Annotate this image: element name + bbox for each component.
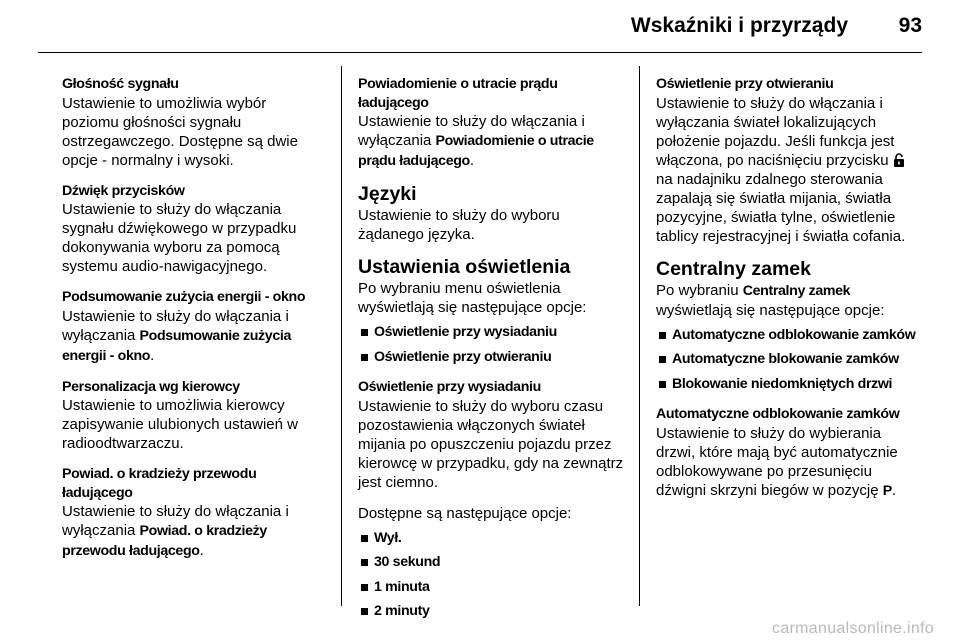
section-auto-unlock bbox=[656, 405, 920, 501]
section-title: Głośność sygnału bbox=[62, 76, 179, 92]
list-item bbox=[358, 348, 626, 367]
section-central-lock bbox=[656, 258, 920, 320]
list-item-label: Automatyczne odblokowanie zamków bbox=[672, 326, 916, 343]
column-divider-1 bbox=[341, 66, 342, 606]
options-intro: Dostępne są następujące opcje: bbox=[358, 504, 572, 522]
column-3 bbox=[656, 75, 920, 513]
page-header-title: Wskaźniki i przyrządy bbox=[630, 14, 848, 37]
section-title: Automatyczne odblokowanie zamków bbox=[656, 406, 900, 422]
section-text-cont: na nadajniku zdalnego sterowania zapalają się światła mijania, światła pozycyjne, światła tylne, oświetlenie tablicy rejestracyjnej i światła cofania. bbox=[656, 170, 906, 245]
section-title: Powiad. o kradzieży przewodu ładującego bbox=[62, 466, 257, 501]
section-text: Ustawienie to umożliwia kierowcy zapisywanie ulubionych ustawień w radioodtwarzaczu. bbox=[62, 397, 298, 452]
section-text: Ustawienie to służy do wybierania drzwi, które mają być automatycznie odblokowywane po przesunięciu dźwigni skrzyni biegów w pozycję bbox=[656, 424, 898, 499]
bullet-icon bbox=[361, 584, 368, 591]
section-charging-loss bbox=[358, 75, 626, 171]
list-item-label: 2 minuty bbox=[374, 603, 430, 619]
header-rule bbox=[38, 52, 922, 53]
section-title: Dźwięk przycisków bbox=[62, 182, 185, 199]
heading-languages: Języki bbox=[358, 183, 417, 205]
section-text: Ustawienie to służy do włączania i wyłączania bbox=[62, 307, 289, 344]
section-title: Podsumowanie zużycia energii - okno bbox=[62, 289, 306, 305]
setting-name: Podsumowanie zużycia energii - okno bbox=[62, 327, 292, 364]
list-item-label: 30 sekund bbox=[374, 554, 441, 570]
bullet-icon bbox=[361, 559, 368, 566]
section-text-end: . bbox=[199, 542, 204, 559]
section-title: Oświetlenie przy otwieraniu bbox=[656, 76, 834, 92]
list-item-label: Automatyczne blokowanie zamków bbox=[672, 351, 899, 367]
heading-central-lock: Centralny zamek bbox=[656, 257, 811, 280]
section-title: Oświetlenie przy wysiadaniu bbox=[358, 379, 541, 395]
heading-lighting: Ustawienia oświetlenia bbox=[358, 256, 571, 278]
section-languages bbox=[358, 183, 626, 244]
unlock-icon bbox=[893, 153, 905, 167]
gear-position: P bbox=[882, 482, 892, 499]
list-item-label: Wył. bbox=[374, 529, 402, 546]
section-text: Ustawienie to służy do włączania i wyłączania bbox=[358, 113, 585, 149]
section-text: Ustawienie to służy do wyboru czasu pozostawienia włączonych świateł mijania po opuszczeniu pojazdu przez kierowcę w przypadku, gdy na zewnątrz jest ciemno. bbox=[358, 397, 624, 491]
list-item bbox=[656, 350, 920, 369]
section-lighting bbox=[358, 256, 626, 317]
section-text: Ustawienie to służy do włączania sygnału dźwiękowego w przypadku dokonywania wyboru za pomocą systemu audio-nawigacyjnego. bbox=[62, 201, 297, 275]
column-divider-2 bbox=[639, 66, 640, 606]
section-title: Powiadomienie o utracie prądu ładującego bbox=[358, 76, 558, 111]
column-1 bbox=[62, 75, 324, 573]
list-item bbox=[358, 529, 626, 548]
bullet-icon bbox=[361, 535, 368, 542]
section-text-end: . bbox=[891, 481, 897, 499]
section-text-end: . bbox=[150, 346, 155, 364]
section-text: Ustawienie to służy do wyboru żądanego języka. bbox=[358, 207, 560, 243]
list-item-label: Blokowanie niedomkniętych drzwi bbox=[672, 375, 893, 392]
list-item bbox=[358, 553, 626, 572]
section-exit-lighting bbox=[358, 378, 626, 492]
bullet-icon bbox=[659, 381, 666, 388]
duration-options-list bbox=[358, 529, 626, 621]
list-item bbox=[358, 578, 626, 597]
section-text: Po wybraniu menu oświetlenia wyświetlają się następujące opcje: bbox=[358, 280, 587, 316]
setting-name: Centralny zamek bbox=[742, 282, 851, 299]
lighting-options-list bbox=[358, 323, 626, 366]
section-energy-summary bbox=[62, 288, 324, 366]
column-2 bbox=[358, 75, 626, 633]
bullet-icon bbox=[361, 354, 368, 361]
section-cable-theft bbox=[62, 465, 324, 561]
list-item bbox=[656, 375, 920, 394]
bullet-icon bbox=[659, 356, 666, 363]
list-item-label: Oświetlenie przy wysiadaniu bbox=[374, 324, 557, 340]
bullet-icon bbox=[659, 332, 666, 339]
section-driver-personalization bbox=[62, 378, 324, 454]
list-item-label: Oświetlenie przy otwieraniu bbox=[374, 348, 552, 365]
section-signal-volume bbox=[62, 75, 324, 170]
watermark: carmanualsonline.info bbox=[772, 620, 934, 637]
bullet-icon bbox=[361, 329, 368, 336]
section-text: Ustawienie to służy do włączania i wyłączania bbox=[62, 503, 289, 539]
section-text-cont: wyświetlają się następujące opcje: bbox=[656, 301, 885, 319]
section-approach-lighting bbox=[656, 75, 920, 246]
setting-name: Powiadomienie o utracie prądu ładującego bbox=[358, 133, 594, 169]
list-item bbox=[358, 602, 626, 621]
section-text: Po wybraniu bbox=[656, 281, 743, 299]
section-text: Ustawienie to umożliwia wybór poziomu głośności sygnału ostrzegawczego. Dostępne są dwie opcje - normalny i wysoki. bbox=[62, 94, 298, 169]
list-item bbox=[358, 323, 626, 342]
list-item bbox=[656, 326, 920, 345]
section-text: Ustawienie to służy do włączania i wyłączania świateł lokalizujących położenie pojazdu. Jeśli funkcja jest włączona, po naciśnięciu przycisku bbox=[656, 94, 895, 169]
bullet-icon bbox=[361, 608, 368, 615]
setting-name: Powiad. o kradzieży przewodu ładującego bbox=[62, 523, 267, 559]
page-number: 93 bbox=[898, 14, 922, 37]
section-title: Personalizacja wg kierowcy bbox=[62, 378, 240, 395]
section-button-sound bbox=[62, 182, 324, 277]
lock-options-list bbox=[656, 326, 920, 394]
list-item-label: 1 minuta bbox=[374, 578, 430, 595]
section-text-end: . bbox=[469, 152, 475, 169]
